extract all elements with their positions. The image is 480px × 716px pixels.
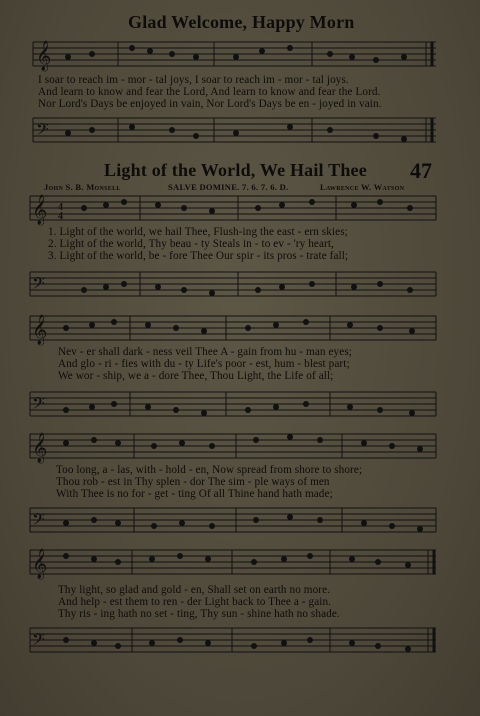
system-4-verse-3: Thy ris - ing hath no set - ting, Thy sun - shine hath no shade. — [58, 608, 340, 620]
top-bass-staff — [0, 112, 480, 148]
svg-text:𝄢: 𝄢 — [32, 629, 45, 653]
svg-text:𝄞: 𝄞 — [32, 195, 48, 225]
svg-text:𝄞: 𝄞 — [32, 433, 48, 463]
hymn-title: Light of the World, We Hail Thee — [104, 160, 367, 180]
top-verse-1: I soar to reach im - mor - tal joys, I soar to reach im - mor - tal joys. — [38, 74, 349, 86]
tune-name: SALVE DOMINE. 7. 6. 7. 6. D. — [168, 182, 289, 192]
system-3-bass-staff — [0, 502, 480, 536]
system-3-verse-2: Thou rob - est in Thy splen - dor The sim - ple ways of men — [56, 476, 330, 488]
system-1-bass-staff — [0, 266, 480, 300]
system-2-verse-3: We wor - ship, we a - dore Thee, Thou Light, the Life of all; — [58, 370, 334, 382]
top-treble-staff — [0, 38, 480, 74]
system-2-treble-staff — [0, 312, 480, 346]
svg-text:𝄞: 𝄞 — [32, 549, 48, 579]
system-2-verse-2: And glo - ri - fies with du - ty Life's poor - est, hum - blest part; — [58, 358, 350, 370]
system-2-verse-1: Nev - er shall dark - ness veil Thee A - gain from hu - man eyes; — [58, 346, 352, 358]
system-4-verse-2: And help - est them to ren - der Light back to Thee a - gain. — [58, 596, 332, 608]
svg-text:4: 4 — [58, 202, 63, 213]
author-credit: John S. B. Monsell — [44, 182, 121, 192]
top-verse-2: And learn to know and fear the Lord, And learn to know and fear the Lord. — [38, 86, 381, 98]
system-1-treble-staff — [0, 192, 480, 226]
system-1-verse-3: 3. Light of the world, be - fore Thee Our spir - its pros - trate fall; — [48, 250, 349, 262]
svg-text:𝄢: 𝄢 — [32, 393, 45, 417]
system-4-verse-1: Thy light, so glad and gold - en, Shall set on earth no more. — [58, 584, 331, 596]
system-1-verse-2: 2. Light of the world, Thy beau - ty Steals in - to ev - 'ry heart, — [48, 238, 334, 250]
svg-text:𝄢: 𝄢 — [36, 119, 49, 143]
system-1-verse-1: 1. Light of the world, we hail Thee, Flush-ing the east - ern skies; — [48, 226, 348, 238]
svg-text:4: 4 — [58, 211, 63, 222]
svg-text:𝄢: 𝄢 — [32, 273, 45, 297]
svg-text:𝄞: 𝄞 — [32, 315, 48, 345]
svg-text:𝄢: 𝄢 — [32, 509, 45, 533]
hymn-number: 47 — [410, 158, 432, 183]
top-hymn-title: Glad Welcome, Happy Morn — [128, 12, 355, 32]
composer-credit: Lawrence W. Watson — [320, 182, 405, 192]
system-4-treble-staff — [0, 546, 480, 580]
system-2-bass-staff — [0, 386, 480, 420]
svg-text:𝄞: 𝄞 — [36, 41, 52, 71]
system-3-treble-staff — [0, 430, 480, 464]
system-4-bass-staff — [0, 622, 480, 658]
system-3-verse-1: Too long, a - las, with - hold - en, Now spread from shore to shore; — [56, 464, 363, 476]
top-verse-3: Nor Lord's Days be enjoyed in vain, Nor Lord's Days be en - joyed in vain. — [38, 98, 382, 110]
system-3-verse-3: With Thee is no for - get - ting Of all Thine hand hath made; — [56, 488, 333, 500]
